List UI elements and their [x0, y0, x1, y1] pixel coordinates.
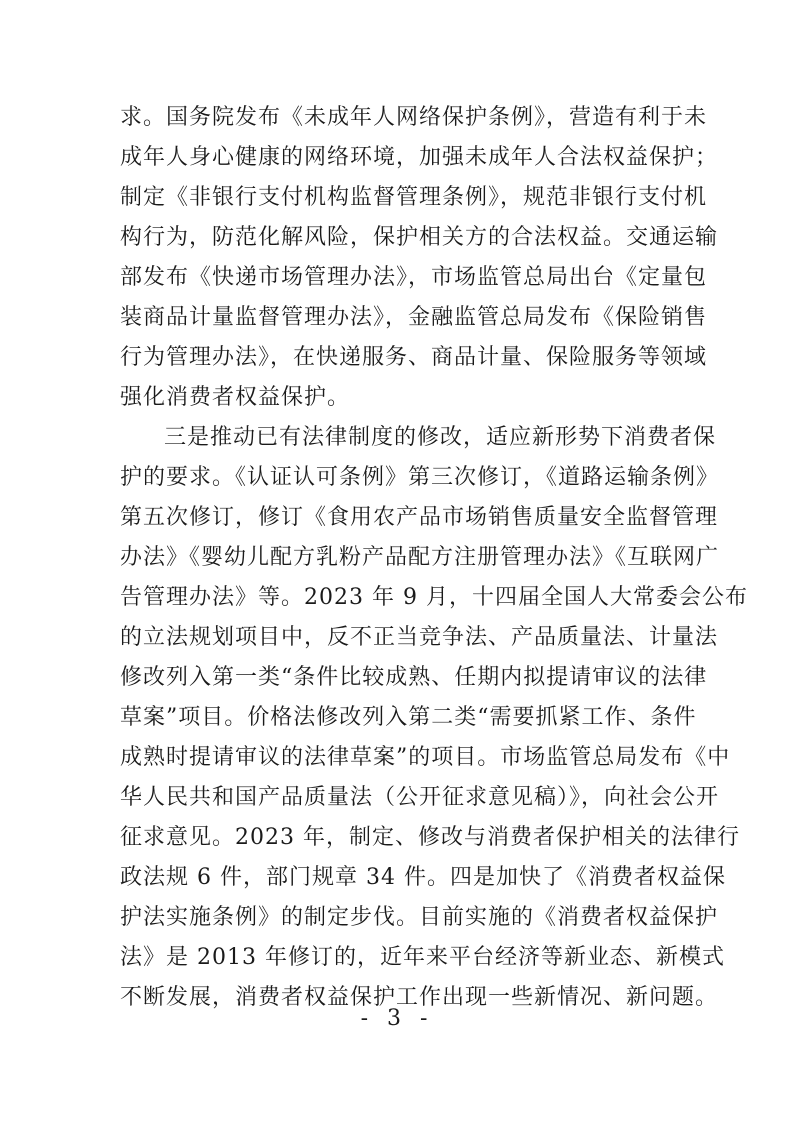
text-line: 构行为，防范化解风险，保护相关方的合法权益。交通运输 [120, 225, 719, 250]
text-line: 政法规 6 件，部门规章 34 件。四是加快了《消费者权益保 [120, 865, 726, 890]
text-line: 护的要求。《认证认可条例》第三次修订，《道路运输条例》 [120, 465, 720, 490]
text-line: 部发布《快递市场管理办法》，市场监管总局出台《定量包 [120, 265, 708, 290]
text-line: 修改列入第一类“条件比较成熟、任期内拟提请审议的法律 [120, 665, 708, 690]
text-line: 第五次修订，修订《食用农产品市场销售质量安全监督管理 [120, 505, 719, 530]
text-line: 求。国务院发布《未成年人网络保护条例》，营造有利于未 [120, 105, 708, 130]
text-line: 护法实施条例》的制定步伐。目前实施的《消费者权益保护 [120, 905, 719, 930]
text-line: 不断发展，消费者权益保护工作出现一些新情况、新问题。 [120, 985, 719, 1010]
page-number: - 3 - [360, 1006, 434, 1031]
body-text [120, 98, 748, 1018]
text-line: 装商品计量监督管理办法》，金融监管总局发布《保险销售 [120, 305, 708, 330]
text-line: 三是推动已有法律制度的修改，适应新形势下消费者保 [164, 425, 717, 450]
text-line: 办法》《婴幼儿配方乳粉产品配方注册管理办法》《互联网广 [120, 545, 720, 570]
text-line: 制定《非银行支付机构监督管理条例》，规范非银行支付机 [120, 185, 708, 210]
text-line: 行为管理办法》，在快递服务、商品计量、保险服务等领域 [120, 345, 708, 370]
text-line: 的立法规划项目中，反不正当竞争法、产品质量法、计量法 [120, 625, 719, 650]
text-line: 法》是 2013 年修订的，近年来平台经济等新业态、新模式 [120, 945, 725, 970]
text-line: 征求意见。2023 年，制定、修改与消费者保护相关的法律行 [120, 825, 740, 850]
text-line: 强化消费者权益保护。 [120, 385, 351, 410]
text-line: 草案”项目。价格法修改列入第二类“需要抓紧工作、条件 [120, 705, 697, 730]
text-line: 成熟时提请审议的法律草案”的项目。市场监管总局发布《中 [120, 745, 731, 770]
text-line: 华人民共和国产品质量法（公开征求意见稿）》，向社会公开 [120, 785, 720, 810]
text-line: 成年人身心健康的网络环境，加强未成年人合法权益保护； [120, 145, 719, 170]
text-line: 告管理办法》等。2023 年 9 月，十四届全国人大常委会公布 [120, 585, 748, 610]
